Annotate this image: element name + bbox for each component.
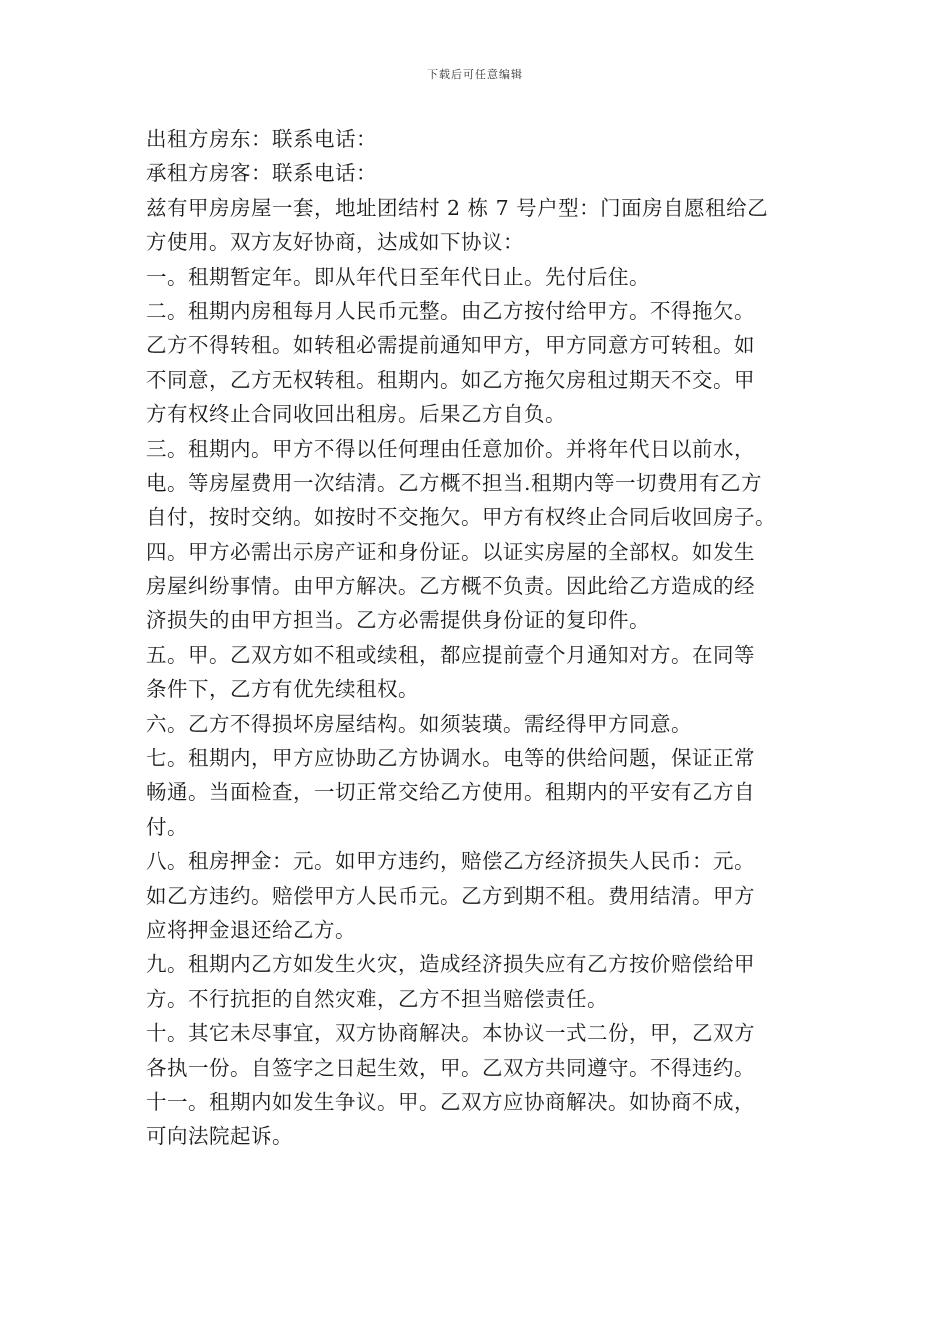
clause-5-line: 条件下，乙方有优先续租权。 bbox=[146, 677, 419, 702]
clause-1-line: 一。租期暂定年。即从年代日至年代日止。先付后住。 bbox=[146, 264, 650, 289]
clause-11-line: 十一。租期内如发生争议。甲。乙双方应协商解决。如协商不成， bbox=[146, 1089, 755, 1114]
clause-4-line: 房屋纠纷事情。由甲方解决。乙方概不负责。因此给乙方造成的经 bbox=[146, 574, 755, 599]
clause-2-line: 不同意，乙方无权转租。租期内。如乙方拖欠房租过期天不交。甲 bbox=[146, 367, 755, 392]
document-body bbox=[146, 122, 810, 1154]
clause-2-line: 方有权终止合同收回出租房。后果乙方自负。 bbox=[146, 402, 566, 427]
clause-5-line: 五。甲。乙双方如不租或续租，都应提前壹个月通知对方。在同等 bbox=[146, 642, 755, 667]
clause-8-line: 如乙方违约。赔偿甲方人民币元。乙方到期不租。费用结清。甲方 bbox=[146, 883, 755, 908]
clause-3-line: 自付，按时交纳。如按时不交拖欠。甲方有权终止合同后收回房子。 bbox=[146, 505, 776, 530]
clause-6-line: 六。乙方不得损坏房屋结构。如须装璜。需经得甲方同意。 bbox=[146, 711, 692, 736]
clause-7-line: 畅通。当面检查，一切正常交给乙方使用。租期内的平安有乙方自 bbox=[146, 780, 755, 805]
paragraph-intro-line: 方使用。双方友好协商，达成如下协议： bbox=[146, 230, 524, 255]
header-note: 下载后可任意编辑 bbox=[427, 68, 523, 81]
clause-2-line: 二。租期内房租每月人民币元整。由乙方按付给甲方。不得拖欠。 bbox=[146, 298, 755, 323]
clause-10-line: 各执一份。自签字之日起生效，甲。乙双方共同遵守。不得违约。 bbox=[146, 1055, 755, 1080]
clause-8-line: 八。租房押金：元。如甲方违约，赔偿乙方经济损失人民币：元。 bbox=[146, 849, 755, 874]
clause-7-line: 七。租期内，甲方应协助乙方协调水。电等的供给问题，保证正常 bbox=[146, 746, 755, 771]
clause-9-line: 九。租期内乙方如发生火灾，造成经济损失应有乙方按价赔偿给甲 bbox=[146, 952, 755, 977]
clause-10-line: 十。其它未尽事宜，双方协商解决。本协议一式二份，甲，乙双方 bbox=[146, 1021, 755, 1046]
clause-3-line: 三。租期内。甲方不得以任何理由任意加价。并将年代日以前水， bbox=[146, 436, 755, 461]
line-lessor: 出租方房东：联系电话： bbox=[146, 127, 377, 151]
clause-11-line: 可向法院起诉。 bbox=[146, 1124, 293, 1149]
clause-8-line: 应将押金退还给乙方。 bbox=[146, 917, 356, 942]
clause-4-line: 济损失的由甲方担当。乙方必需提供身份证的复印件。 bbox=[146, 608, 650, 633]
clause-3-line: 电。等房屋费用一次结清。乙方概不担当.租期内等一切费用有乙方 bbox=[146, 470, 763, 495]
paragraph-intro-line: 兹有甲房房屋一套，地址团结村 2 栋 7 号户型：门面房自愿租给乙 bbox=[146, 195, 769, 220]
clause-2-line: 乙方不得转租。如转租必需提前通知甲方，甲方同意方可转租。如 bbox=[146, 333, 755, 358]
clause-7-line: 付。 bbox=[146, 814, 188, 839]
clause-4-line: 四。甲方必需出示房产证和身份证。以证实房屋的全部权。如发生 bbox=[146, 539, 755, 564]
clause-9-line: 方。不行抗拒的自然灾难，乙方不担当赔偿责任。 bbox=[146, 986, 608, 1011]
line-lessee: 承租方房客：联系电话： bbox=[146, 161, 377, 186]
